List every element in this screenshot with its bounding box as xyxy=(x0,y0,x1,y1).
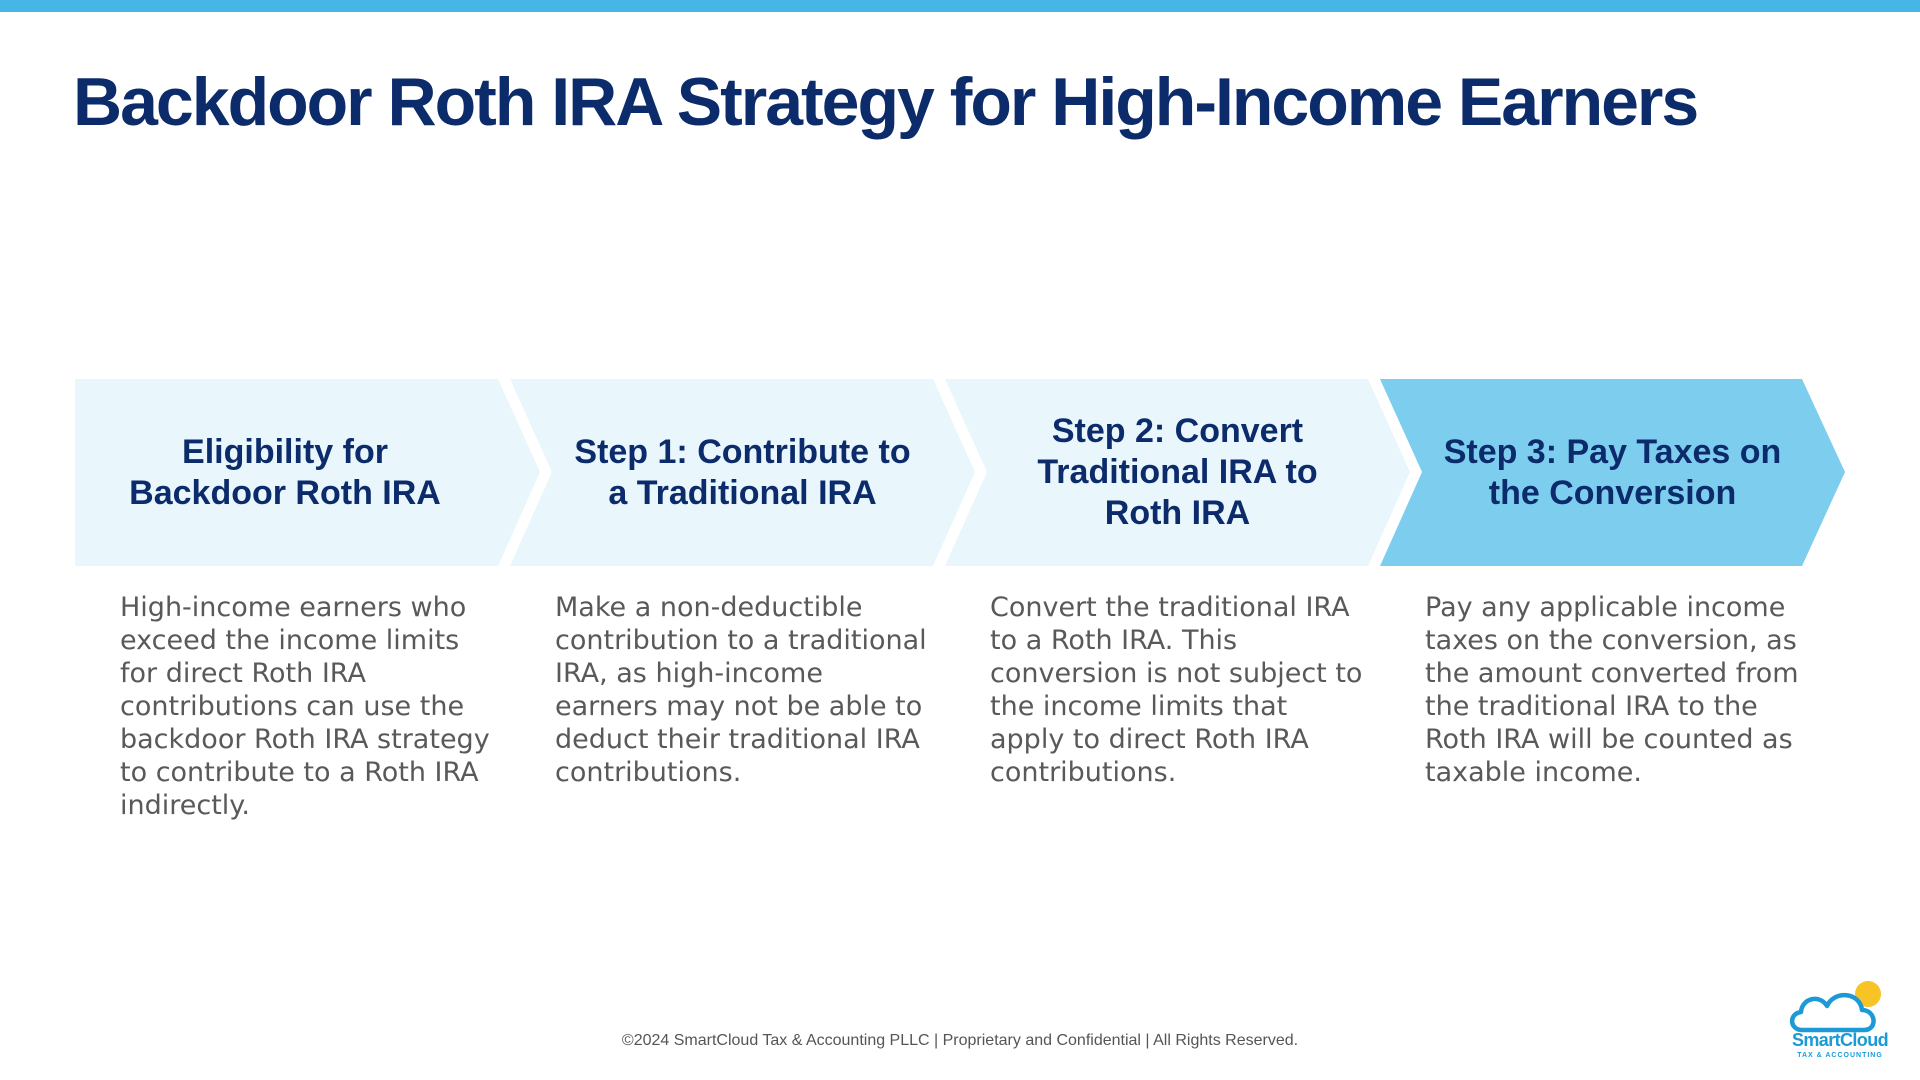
step-heading-eligibility: Eligibility for Backdoor Roth IRA xyxy=(129,432,441,512)
slide-title: Backdoor Roth IRA Strategy for High-Income Earners xyxy=(73,64,1698,140)
step-description-step-3: Pay any applicable income taxes on the conversion, as the amount converted from the traditional IRA to the Roth IRA will be counted as taxable income. xyxy=(1425,592,1799,788)
step-description-step-1: Make a non-deductible contribution to a traditional IRA, as high-income earners may not be able to deduct their traditional IRA contributions. xyxy=(555,592,927,788)
step-heading-step-1: Step 1: Contribute to a Traditional IRA xyxy=(574,432,911,512)
step-heading-step-2: Step 2: Convert Traditional IRA to Roth IRA xyxy=(1037,412,1318,532)
step-description-eligibility: High-income earners who exceed the income limits for direct Roth IRA contributions can use the backdoor Roth IRA strategy to contribute to a Roth IRA indirectly. xyxy=(120,592,490,821)
logo-tagline: TAX & ACCOUNTING xyxy=(1797,1052,1883,1059)
step-heading-step-3: Step 3: Pay Taxes on the Conversion xyxy=(1443,432,1782,512)
copyright-footer: ©2024 SmartCloud Tax & Accounting PLLC | Proprietary and Confidential | All Rights Reserved. xyxy=(621,1032,1299,1049)
logo-name: SmartCloud xyxy=(1791,1030,1888,1050)
step-description-step-2: Convert the traditional IRA to a Roth IRA. This conversion is not subject to the income limits that apply to direct Roth IRA contributions. xyxy=(990,592,1363,788)
